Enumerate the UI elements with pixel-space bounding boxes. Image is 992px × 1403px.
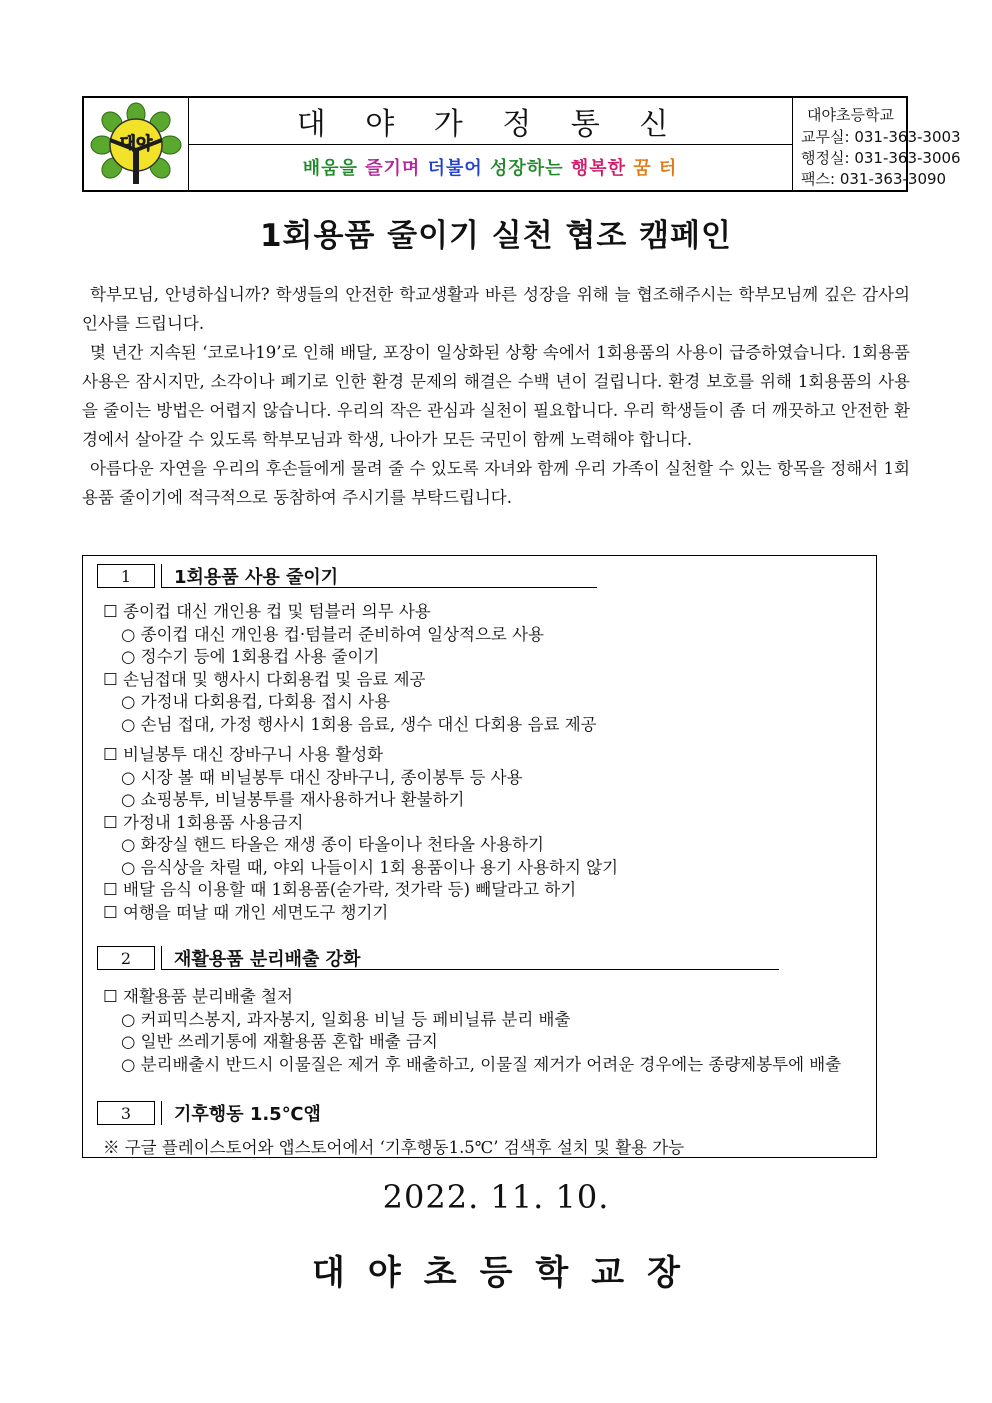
contact-line <box>801 127 961 148</box>
checklist-item: ☐ 배달 음식 이용할 때 1회용품(숟가락, 젓가락 등) 빼달라고 하기 <box>103 880 577 899</box>
issue-date: 2022. 11. 10. <box>382 1178 610 1216</box>
motto-word: 더불어 <box>427 158 490 179</box>
intro-paragraph: 몇 년간 지속된 ‘코로나19’로 인해 배달, 포장이 일상화된 상황 속에서 1회용품의 사용이 급증하였습니다. 1회용품 사용은 잠시지만, 소각이나 폐기로 인한 환경 문제의 해결은 수백 년이 걸립니다. 환경 보호를 위해 1회용품의 사용을 줄이는 방법은 어렵지 않습니다. 우리의 작은 관심과 실천이 필요합니다. 우리 학생들이 좀 더 깨끗하고 안전한 환경에서 살아갈 수 있도록 학부모님과 학생, 나아가 모든 국민이 함께 노력해야 합니다. <box>82 343 910 449</box>
checklist-item: ☐ 종이컵 대신 개인용 컵 및 텀블러 의무 사용 <box>103 602 431 621</box>
section-number: 3 <box>97 1101 155 1125</box>
section-title: 1회용품 사용 줄이기 <box>161 564 597 588</box>
checklist-subitem: ○ 가정내 다회용컵, 다회용 접시 사용 <box>121 692 391 711</box>
school-logo-cell <box>84 98 189 190</box>
newsletter-header <box>82 96 961 192</box>
checklist-subitem: ○ 음식상을 차릴 때, 야외 나들이시 1회 용품이나 용기 사용하지 않기 <box>121 857 619 877</box>
checklist-subitem: ○ 종이컵 대신 개인용 컵·텀블러 준비하여 일상적으로 사용 <box>121 624 544 644</box>
logo-text: 대야 <box>119 134 153 154</box>
section-heading-1 <box>97 564 597 588</box>
contact-label: 행정실: <box>801 149 850 167</box>
checklist-item: ☐ 손님접대 및 행사시 다회용컵 및 음료 제공 <box>103 669 426 689</box>
checklist-subitem: ○ 정수기 등에 1회용컵 사용 줄이기 <box>121 647 380 666</box>
section-title: 재활용품 분리배출 강화 <box>161 946 779 970</box>
motto-text <box>303 154 678 180</box>
document-title: 1회용품 줄이기 실천 협조 캠페인 <box>259 218 733 254</box>
section-heading-2 <box>97 946 779 970</box>
principal-signature: 대야초등학교장 <box>312 1253 703 1293</box>
section-1-items <box>103 601 618 924</box>
checklist-item: ☐ 재활용품 분리배출 철저 <box>103 987 293 1006</box>
motto-word: 행복한 <box>570 158 634 179</box>
motto-word: 배움을 <box>302 158 366 179</box>
motto-word: 성장하는 <box>490 158 571 179</box>
section-heading-3 <box>97 1101 461 1125</box>
checklist-subitem: ○ 분리배출시 반드시 이물질은 제거 후 배출하고, 이물질 제거가 어려운 경우에는 종량제봉투에 배출 <box>121 1054 842 1074</box>
contact-number: 031-363-3006 <box>854 149 961 167</box>
checklist-subitem: ○ 손님 접대, 가정 행사시 1회용 음료, 생수 대신 다회용 음료 제공 <box>121 714 597 734</box>
checklist-item: ☐ 가정내 1회용품 사용금지 <box>103 812 304 832</box>
newsletter-title: 대 야 가 정 통 신 <box>296 107 684 142</box>
section-number: 1 <box>97 564 155 588</box>
checklist-item: ☐ 비닐봉투 대신 장바구니 사용 활성화 <box>103 745 384 764</box>
checklist-subitem: ○ 시장 볼 때 비닐봉투 대신 장바구니, 종이봉투 등 사용 <box>121 767 523 787</box>
section-2-items <box>103 986 841 1076</box>
app-install-note: ※ 구글 플레이스토어와 앱스토어에서 ‘기후행동1.5℃’ 검색후 설치 및 활용 가능 <box>103 1138 685 1157</box>
checklist-item: ☐ 여행을 떠날 때 개인 세면도구 챙기기 <box>103 902 389 922</box>
school-emblem-icon <box>90 102 182 188</box>
contact-line <box>801 148 961 169</box>
contact-number: 031-363-3003 <box>854 128 961 146</box>
intro-text <box>82 280 910 512</box>
campaign-action-box <box>82 555 877 1158</box>
section-number: 2 <box>97 946 155 970</box>
checklist-subitem: ○ 화장실 핸드 타올은 재생 종이 타올이나 천타올 사용하기 <box>121 835 544 854</box>
intro-paragraph: 학부모님, 안녕하십니까? 학생들의 안전한 학교생활과 바른 성장을 위해 늘 협조해주시는 학부모님께 깊은 감사의 인사를 드립니다. <box>82 285 910 333</box>
contact-label: 팩스: <box>801 170 836 188</box>
checklist-subitem: ○ 커피믹스봉지, 과자봉지, 일회용 비닐 등 페비닐류 분리 배출 <box>121 1009 571 1029</box>
intro-paragraph: 아름다운 자연을 우리의 후손들에게 물려 줄 수 있도록 자녀와 함께 우리 가족이 실천할 수 있는 항목을 정해서 1회용품 줄이기에 적극적으로 동참하여 주시기를 부탁드립니다. <box>82 459 910 507</box>
checklist-subitem: ○ 쇼핑봉투, 비닐봉투를 재사용하거나 환불하기 <box>121 790 465 809</box>
contact-number: 031-363-3090 <box>839 170 947 188</box>
section-title: 기후행동 1.5℃앱 <box>161 1101 461 1125</box>
newsletter-title-cell <box>188 98 792 145</box>
motto-word: 꿈 터 <box>633 158 678 179</box>
contact-label: 교무실: <box>801 128 850 146</box>
school-motto <box>188 144 792 190</box>
contact-line <box>801 169 947 190</box>
school-contact-info <box>792 98 961 190</box>
checklist-subitem: ○ 일반 쓰레기통에 재활용품 혼합 배출 금지 <box>121 1032 438 1051</box>
list-spacer <box>103 736 618 744</box>
motto-word: 즐기며 <box>365 158 428 179</box>
school-name: 대야초등학교 <box>807 106 894 124</box>
